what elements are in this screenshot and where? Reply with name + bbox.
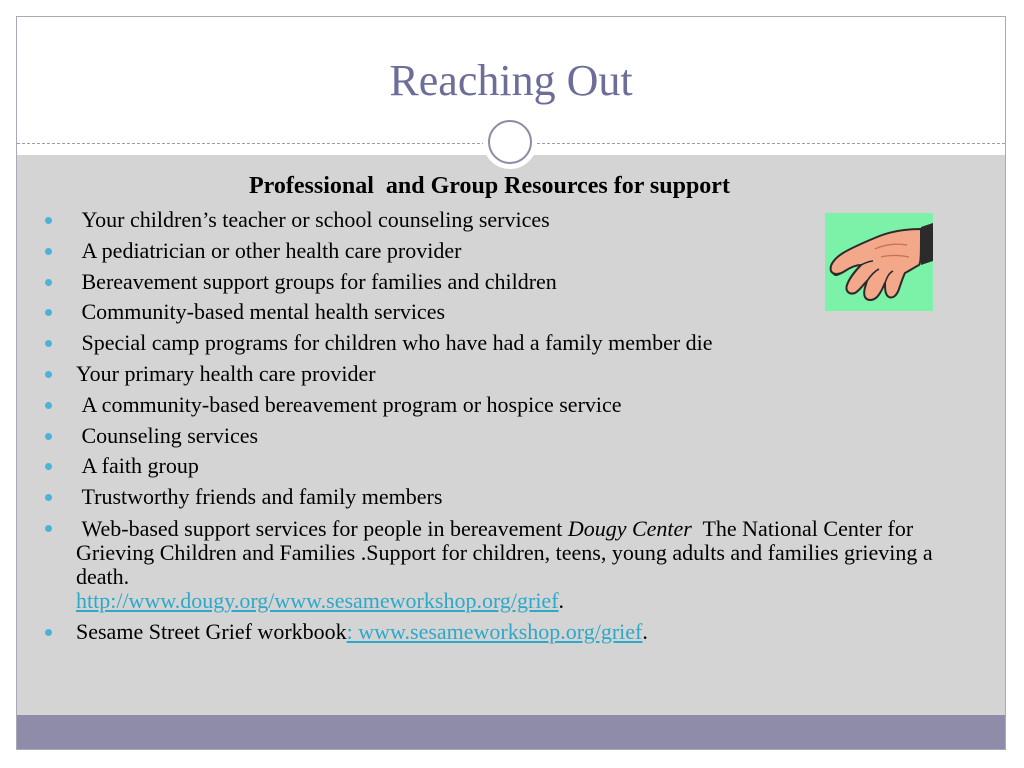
list-item-text: A faith group — [76, 453, 199, 479]
resource-list — [45, 205, 945, 648]
list-item — [45, 236, 945, 267]
dougy-center-name: Dougy Center — [567, 515, 692, 541]
slide-title: Reaching Out — [389, 56, 633, 105]
list-item-sesame — [45, 617, 945, 648]
bullet-icon — [45, 309, 52, 316]
list-item — [45, 267, 945, 298]
list-item — [45, 421, 945, 452]
list-item — [45, 205, 945, 236]
bullet-icon — [45, 463, 52, 470]
bullet-icon — [45, 402, 52, 409]
bullet-icon — [45, 494, 52, 501]
bullet-icon — [45, 340, 52, 347]
list-item — [45, 451, 945, 482]
list-item-text: A community-based bereavement program or hospice service — [76, 391, 622, 417]
sesame-link[interactable]: : www.sesameworkshop.org/grief — [346, 618, 643, 644]
bullet-icon — [45, 217, 52, 224]
list-item-text: Bereavement support groups for families and children — [76, 268, 557, 294]
list-item-web-support — [45, 513, 945, 617]
list-item — [45, 482, 945, 513]
bullet-icon — [45, 371, 52, 378]
list-item-text: Counseling services — [76, 422, 259, 448]
hand-drawing — [825, 213, 933, 311]
subheading: Professional and Group Resources for support — [249, 173, 730, 199]
list-item-text: Your children’s teacher or school counseling services — [76, 207, 550, 232]
link-period: . — [558, 587, 565, 613]
footer-band — [17, 715, 1005, 750]
bullet-icon — [45, 279, 52, 286]
bullet-icon — [45, 629, 52, 636]
circle-ornament-icon — [483, 115, 537, 169]
list-item-text: Trustworthy friends and family members — [76, 484, 443, 510]
list-item — [45, 390, 945, 421]
slide — [16, 16, 1006, 750]
list-item-text — [76, 619, 648, 644]
bullet-icon — [45, 248, 52, 255]
dougy-center-description: The National Center for Grieving Children and Families .Support for children, teens, young adults and families grieving a death. — [76, 515, 939, 589]
list-item — [45, 297, 945, 328]
dougy-link[interactable]: http://www.dougy.org/www.sesameworkshop.org/grief — [76, 587, 559, 613]
list-item-text: Your primary health care provider — [76, 360, 376, 386]
link-period: . — [642, 618, 648, 644]
list-item-text: Special camp programs for children who have had a family member die — [76, 330, 713, 356]
list-item-text: A pediatrician or other health care provider — [76, 237, 462, 263]
list-item-text — [76, 516, 938, 613]
hand-icon — [825, 213, 933, 311]
list-item — [45, 328, 945, 359]
list-item-text: Community-based mental health services — [76, 299, 446, 325]
bullet-icon — [45, 433, 52, 440]
web-support-text: Web-based support services for people in bereavement — [76, 515, 568, 541]
bullet-icon — [45, 525, 52, 532]
sesame-text: Sesame Street Grief workbook — [76, 618, 347, 644]
list-item — [45, 359, 945, 390]
outer-ring — [488, 120, 532, 164]
